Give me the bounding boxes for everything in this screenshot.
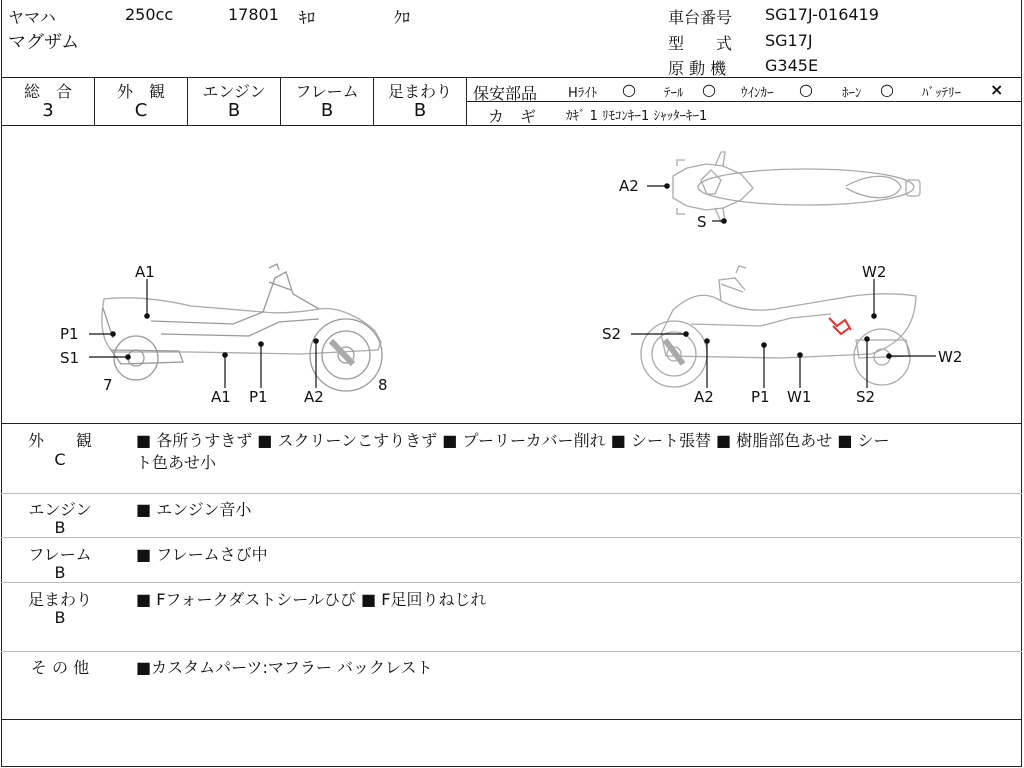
note-suspension-line-1: ■ Fフォークダストシールひび ■ F足回りねじれ	[136, 590, 487, 609]
divider	[1, 423, 1022, 424]
right-scooter-drawing	[641, 266, 916, 387]
note-frame-grade: B	[54, 563, 66, 582]
safety-mark-battery: ×	[990, 80, 1004, 99]
divider	[1, 719, 1022, 720]
note-frame-line-1: ■ フレームさび中	[136, 545, 268, 564]
grade-total-value: 3	[42, 100, 54, 121]
safety-item-horn: ﾎｰﾝ	[842, 86, 862, 101]
key-label: カ ギ	[488, 107, 537, 126]
note-exterior-line-1: ■ 各所うすきず ■ スクリーンこすりきず ■ プーリーカバー削れ ■ シート張替 ■ 樹脂部色あせ ■ シー	[136, 431, 890, 450]
label-a1-bottom: A1	[211, 388, 231, 406]
safety-mark-winker: ○	[799, 80, 813, 99]
model-name: マグザム	[8, 32, 80, 53]
safety-item-headlight: Hﾗｲﾄ	[568, 86, 598, 101]
model-label: 型 式	[668, 34, 733, 53]
damage-diagram	[1, 126, 1022, 423]
note-suspension-grade: B	[54, 608, 66, 627]
label-a1-top: A1	[135, 263, 155, 281]
note-engine-label: エンジン	[28, 500, 92, 519]
grade-frame-value: B	[320, 100, 334, 121]
maker: ヤマハ	[8, 8, 56, 27]
left-scooter-drawing	[102, 264, 382, 391]
safety-mark-tail: ○	[702, 80, 716, 99]
engine-label: 原 動 機	[668, 59, 727, 78]
note-suspension-label: 足まわり	[27, 590, 92, 609]
note-exterior-line-2: ト色あせ小	[136, 453, 217, 472]
label-num-7: 7	[103, 376, 113, 394]
safety-mark-headlight: ○	[622, 80, 636, 99]
safety-item-battery: ﾊﾞｯﾃﾘｰ	[922, 86, 961, 101]
label-w1: W1	[787, 388, 812, 406]
divider	[1, 493, 1022, 494]
divider	[467, 101, 1022, 102]
label-a2-right: A2	[694, 388, 714, 406]
divider	[1, 537, 1022, 538]
grade-engine-value: B	[227, 100, 241, 121]
grade-total-label: 総 合	[23, 82, 72, 101]
label-w2-top: W2	[862, 263, 887, 281]
note-frame-label: フレーム	[28, 545, 92, 564]
top-scooter-drawing	[673, 152, 920, 222]
frame-no-label: 車台番号	[668, 8, 733, 27]
model-code: SG17J	[765, 31, 813, 50]
note-exterior-grade: C	[54, 450, 66, 469]
grade-suspension-value: B	[413, 100, 427, 121]
color: ｸﾛ	[394, 8, 411, 27]
note-engine-line-1: ■ エンジン音小	[136, 500, 252, 519]
grade-engine-label: エンジン	[202, 82, 266, 101]
note-exterior-label: 外 観	[27, 431, 92, 450]
divider	[1, 651, 1022, 652]
safety-item-tail: ﾃｰﾙ	[664, 86, 684, 101]
note-other-label: そ の 他	[30, 658, 90, 677]
safety-label: 保安部品	[473, 84, 538, 103]
engine-code: G345E	[765, 56, 819, 75]
mileage-unit: ｷﾛ	[299, 8, 316, 27]
frame-no: SG17J-016419	[765, 5, 879, 24]
note-engine-grade: B	[54, 518, 66, 537]
grade-exterior-value: C	[134, 100, 148, 121]
safety-mark-horn: ○	[880, 80, 894, 99]
label-p1-left: P1	[60, 325, 79, 343]
label-p1-right: P1	[751, 388, 770, 406]
note-other-line-1: ■カスタムパーツ:マフラー バックレスト	[136, 658, 433, 677]
label-s2-bottom: S2	[856, 388, 876, 406]
displacement: 250cc	[125, 5, 174, 24]
key-list: ｶｷﾞ 1 ﾘﾓｺﾝｷｰ1 ｼｬｯﾀｰｷｰ1	[566, 109, 708, 124]
label-a2-left: A2	[304, 388, 324, 406]
grade-suspension-label: 足まわり	[387, 82, 452, 101]
label-a2-top: A2	[619, 177, 639, 195]
label-w2-right: W2	[938, 348, 963, 366]
divider	[1, 582, 1022, 583]
divider	[466, 77, 467, 125]
safety-item-winker: ｳｲﾝｶｰ	[741, 86, 774, 101]
mileage: 17801	[228, 5, 279, 24]
label-s1-left: S1	[60, 349, 80, 367]
grade-frame-label: フレーム	[295, 82, 359, 101]
divider	[1, 77, 1022, 78]
label-num-8: 8	[378, 376, 388, 394]
grade-exterior-label: 外 観	[116, 82, 165, 101]
label-p1-bottom: P1	[249, 388, 268, 406]
label-s2-left: S2	[602, 325, 622, 343]
label-s-top: S	[697, 213, 707, 231]
